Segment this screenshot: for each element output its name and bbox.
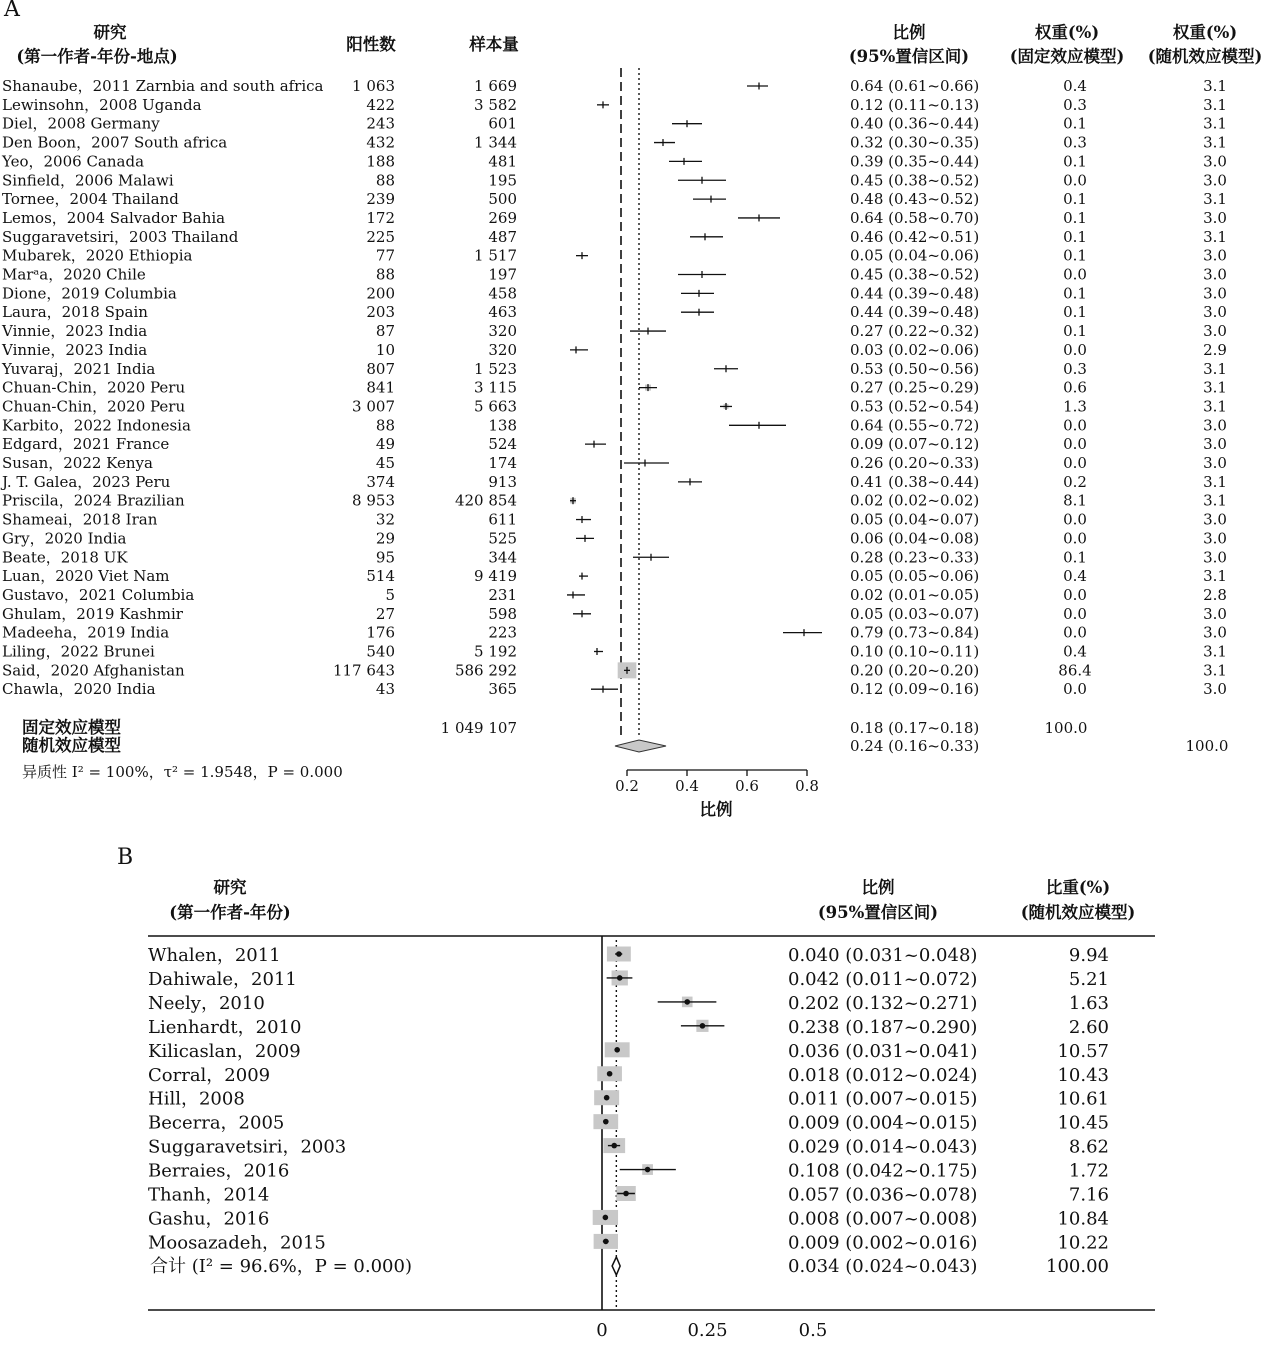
a-row-pos: 225 xyxy=(366,227,395,246)
b-x-tick-label: 0.5 xyxy=(798,1320,828,1341)
a-row-pos: 203 xyxy=(366,303,395,322)
a-row-label: Gry，2020 India xyxy=(2,529,127,548)
a-x-tick-label: 0.2 xyxy=(615,777,639,795)
a-row-pos: 374 xyxy=(366,472,395,491)
b-point-estimate xyxy=(623,1191,629,1197)
a-random-wr: 100.0 xyxy=(1185,737,1229,755)
a-row-label: Vinnie，2023 India xyxy=(2,340,148,359)
a-row-wf: 0.0 xyxy=(1063,416,1087,435)
a-row-ci: 0.05 (0.04~0.07) xyxy=(850,510,980,529)
b-row-ci: 0.009 (0.002~0.016) xyxy=(788,1232,978,1254)
a-row-pos: 88 xyxy=(375,265,395,284)
a-row-pos: 10 xyxy=(375,340,395,359)
a-col-wf-h1: 权重(%) xyxy=(1034,23,1100,42)
a-row-n: 500 xyxy=(488,190,517,209)
a-row-ci: 0.27 (0.25~0.29) xyxy=(850,378,980,397)
a-x-axis-label: 比例 xyxy=(699,800,733,819)
a-row-wr: 3.0 xyxy=(1203,435,1227,454)
a-row-n: 5 192 xyxy=(474,642,517,661)
b-point-estimate xyxy=(604,1095,610,1101)
a-row-wf: 0.1 xyxy=(1063,548,1087,567)
a-row-wr: 3.1 xyxy=(1203,661,1227,680)
a-row-pos: 88 xyxy=(375,171,395,190)
b-row-ci: 0.238 (0.187~0.290) xyxy=(788,1016,978,1038)
a-row-label: Gustavo，2021 Columbia xyxy=(2,585,195,604)
a-row-label: Den Boon，2007 South africa xyxy=(2,133,228,152)
a-row-wf: 0.1 xyxy=(1063,284,1087,303)
b-row-ci: 0.029 (0.014~0.043) xyxy=(788,1136,978,1158)
a-row-n: 231 xyxy=(488,585,517,604)
panel-a-rows xyxy=(0,77,1227,698)
b-row-w: 2.60 xyxy=(1068,1016,1109,1038)
a-row-wr: 3.1 xyxy=(1203,359,1227,378)
a-row-label: Mubarek，2020 Ethiopia xyxy=(2,246,193,265)
a-row-label: Suggaravetsiri，2003 Thailand xyxy=(2,227,239,246)
b-point-estimate xyxy=(611,1143,617,1149)
a-row-ci: 0.28 (0.23~0.33) xyxy=(850,548,980,567)
a-row-label: Dione，2019 Columbia xyxy=(2,284,177,303)
b-col-w-h1: 比重(%) xyxy=(1045,878,1111,897)
a-row-ci: 0.44 (0.39~0.48) xyxy=(850,284,980,303)
b-x-tick-label: 0 xyxy=(596,1320,608,1341)
a-col-wr-h1: 权重(%) xyxy=(1172,23,1238,42)
a-row-ci: 0.39 (0.35~0.44) xyxy=(850,152,980,171)
a-row-wf: 0.0 xyxy=(1063,510,1087,529)
b-row-w: 9.94 xyxy=(1068,945,1109,966)
a-row-pos: 27 xyxy=(375,604,395,623)
b-row-w: 8.62 xyxy=(1068,1136,1109,1158)
a-row-label: Karbito，2022 Indonesia xyxy=(2,416,191,435)
a-row-pos: 5 xyxy=(385,585,395,604)
a-row-pos: 243 xyxy=(366,114,395,133)
a-row-ci: 0.53 (0.50~0.56) xyxy=(850,359,980,378)
a-row-n: 269 xyxy=(488,208,517,227)
a-row-pos: 188 xyxy=(366,152,395,171)
a-row-wf: 0.0 xyxy=(1063,340,1087,359)
a-row-n: 524 xyxy=(488,435,517,454)
b-row-ci: 0.011 (0.007~0.015) xyxy=(788,1088,978,1110)
a-row-wf: 0.0 xyxy=(1063,585,1087,604)
a-row-wr: 3.0 xyxy=(1203,265,1227,284)
a-row-n: 3 582 xyxy=(474,95,517,114)
b-total-label: 合计 (I² = 96.6%，P = 0.000) xyxy=(150,1256,412,1277)
a-row-n: 320 xyxy=(488,322,517,341)
a-row-wf: 0.1 xyxy=(1063,190,1087,209)
b-row-w: 1.63 xyxy=(1068,992,1109,1014)
a-row-wr: 3.1 xyxy=(1203,227,1227,246)
b-point-estimate xyxy=(616,951,622,957)
a-row-ci: 0.09 (0.07~0.12) xyxy=(850,435,980,454)
a-row-ci: 0.12 (0.11~0.13) xyxy=(850,95,980,114)
a-row-ci: 0.20 (0.20~0.20) xyxy=(850,661,980,680)
a-col-pos-h: 阳性数 xyxy=(346,35,396,54)
a-row-wf: 86.4 xyxy=(1058,661,1092,680)
a-row-pos: 43 xyxy=(375,680,395,699)
a-row-label: Beate，2018 UK xyxy=(2,548,128,567)
a-row-wr: 3.1 xyxy=(1203,397,1227,416)
a-row-wr: 3.1 xyxy=(1203,133,1227,152)
a-row-wf: 0.0 xyxy=(1063,265,1087,284)
a-row-label: Diel，2008 Germany xyxy=(2,114,160,133)
b-row-w: 10.45 xyxy=(1057,1112,1109,1134)
a-row-label: Laura，2018 Spain xyxy=(2,303,148,322)
b-point-estimate xyxy=(614,1047,620,1053)
a-row-ci: 0.41 (0.38~0.44) xyxy=(850,472,980,491)
a-row-pos: 1 063 xyxy=(352,77,395,95)
a-row-wr: 3.0 xyxy=(1203,171,1227,190)
a-row-label: J. T. Galea，2023 Peru xyxy=(2,472,171,491)
a-row-ci: 0.64 (0.61~0.66) xyxy=(850,77,980,95)
a-random-diamond xyxy=(615,740,666,752)
a-row-wr: 3.1 xyxy=(1203,491,1227,510)
a-row-wr: 2.9 xyxy=(1203,340,1227,359)
b-row-label: Berraies，2016 xyxy=(148,1160,290,1182)
a-row-wf: 0.1 xyxy=(1063,227,1087,246)
a-row-wr: 3.1 xyxy=(1203,567,1227,586)
a-row-n: 420 854 xyxy=(454,491,517,510)
a-row-n: 9 419 xyxy=(474,567,517,586)
panel-b-rows xyxy=(148,945,1109,1253)
a-row-pos: 514 xyxy=(366,567,395,586)
a-row-ci: 0.05 (0.04~0.06) xyxy=(850,246,980,265)
a-row-ci: 0.26 (0.20~0.33) xyxy=(850,454,980,472)
panel-b-label: B xyxy=(117,845,134,870)
a-row-wf: 1.3 xyxy=(1063,397,1087,416)
b-row-w: 10.57 xyxy=(1057,1040,1109,1062)
a-row-ci: 0.27 (0.22~0.32) xyxy=(850,322,980,341)
a-row-ci: 0.64 (0.55~0.72) xyxy=(850,416,980,435)
a-row-label: Lemos，2004 Salvador Bahia xyxy=(2,208,226,227)
a-row-label: Yuvaraj，2021 India xyxy=(2,359,156,378)
a-row-wr: 3.1 xyxy=(1203,114,1227,133)
a-row-ci: 0.02 (0.02~0.02) xyxy=(850,491,980,510)
b-row-ci: 0.108 (0.042~0.175) xyxy=(788,1160,978,1182)
a-row-n: 1 517 xyxy=(474,246,517,265)
b-row-label: Lienhardt，2010 xyxy=(148,1016,302,1038)
a-row-pos: 200 xyxy=(366,284,395,303)
a-row-wf: 0.1 xyxy=(1063,303,1087,322)
a-row-ci: 0.53 (0.52~0.54) xyxy=(850,397,980,416)
a-row-label: Marᵃa，2020 Chile xyxy=(2,265,146,284)
a-row-wr: 3.1 xyxy=(1203,472,1227,491)
b-point-estimate xyxy=(617,975,623,981)
a-row-n: 458 xyxy=(488,284,517,303)
a-row-pos: 3 007 xyxy=(352,397,395,416)
a-row-wf: 0.2 xyxy=(1063,472,1087,491)
a-row-wf: 0.1 xyxy=(1063,322,1087,341)
a-row-wr: 3.0 xyxy=(1203,284,1227,303)
a-row-n: 223 xyxy=(488,623,517,642)
a-row-wf: 0.1 xyxy=(1063,208,1087,227)
b-row-ci: 0.040 (0.031~0.048) xyxy=(788,945,978,966)
a-row-wr: 3.0 xyxy=(1203,246,1227,265)
b-row-w: 7.16 xyxy=(1068,1184,1109,1206)
b-row-w: 10.43 xyxy=(1057,1064,1109,1086)
a-row-ci: 0.79 (0.73~0.84) xyxy=(850,623,980,642)
a-row-wf: 0.3 xyxy=(1063,359,1087,378)
a-row-label: Edgard，2021 France xyxy=(2,435,170,454)
a-fixed-label: 固定效应模型 xyxy=(22,718,121,737)
a-row-wr: 3.0 xyxy=(1203,548,1227,567)
a-row-ci: 0.40 (0.36~0.44) xyxy=(850,114,980,133)
a-row-label: Vinnie，2023 India xyxy=(2,322,148,341)
a-row-label: Luan，2020 Viet Nam xyxy=(2,567,170,586)
panel-a-plot xyxy=(567,68,822,819)
a-row-wf: 0.3 xyxy=(1063,133,1087,152)
a-row-ci: 0.05 (0.03~0.07) xyxy=(850,604,980,623)
a-row-n: 1 523 xyxy=(474,359,517,378)
a-row-label: Tornee，2004 Thailand xyxy=(2,190,179,209)
a-row-wf: 0.0 xyxy=(1063,623,1087,642)
a-row-n: 195 xyxy=(488,171,517,190)
a-row-ci: 0.64 (0.58~0.70) xyxy=(850,208,980,227)
a-row-pos: 95 xyxy=(375,548,395,567)
a-row-pos: 239 xyxy=(366,190,395,209)
a-row-wr: 3.1 xyxy=(1203,378,1227,397)
b-row-label: Gashu，2016 xyxy=(148,1208,270,1230)
panel-b-total xyxy=(150,1256,1109,1277)
a-row-label: Shameai，2018 Iran xyxy=(2,510,158,529)
a-row-wf: 0.3 xyxy=(1063,95,1087,114)
b-col-ci-h2: (95%置信区间) xyxy=(817,903,939,922)
a-row-wr: 3.0 xyxy=(1203,680,1227,699)
b-total-ci: 0.034 (0.024~0.043) xyxy=(788,1256,978,1277)
a-row-n: 913 xyxy=(488,472,517,491)
a-x-tick-label: 0.4 xyxy=(675,777,699,795)
a-fixed-ci: 0.18 (0.17~0.18) xyxy=(850,719,980,737)
a-row-pos: 432 xyxy=(366,133,395,152)
a-row-label: Ghulam，2019 Kashmir xyxy=(2,604,183,623)
a-row-label: Liling，2022 Brunei xyxy=(2,642,155,661)
a-row-ci: 0.12 (0.09~0.16) xyxy=(850,680,980,699)
a-row-label: Chuan-Chin，2020 Peru xyxy=(2,397,186,416)
a-row-wr: 3.0 xyxy=(1203,208,1227,227)
b-total-w: 100.00 xyxy=(1046,1256,1109,1277)
b-point-estimate xyxy=(645,1167,651,1173)
a-row-n: 1 344 xyxy=(474,133,517,152)
a-row-wr: 3.0 xyxy=(1203,454,1227,472)
a-row-pos: 77 xyxy=(375,246,395,265)
a-col-ci-h1: 比例 xyxy=(892,23,926,42)
a-row-ci: 0.44 (0.39~0.48) xyxy=(850,303,980,322)
a-row-ci: 0.02 (0.01~0.05) xyxy=(850,585,980,604)
a-row-n: 611 xyxy=(488,510,517,529)
a-row-label: Shanaube，2011 Zarnbia and south africa xyxy=(2,77,324,95)
a-x-tick-label: 0.6 xyxy=(735,777,759,795)
a-row-wr: 3.1 xyxy=(1203,77,1227,95)
a-row-wf: 0.1 xyxy=(1063,114,1087,133)
a-row-wr: 3.1 xyxy=(1203,95,1227,114)
b-row-w: 10.61 xyxy=(1057,1088,1109,1110)
a-row-wf: 0.0 xyxy=(1063,604,1087,623)
a-row-wf: 0.0 xyxy=(1063,680,1087,699)
b-point-estimate xyxy=(603,1239,609,1245)
a-row-label: Chuan-Chin，2020 Peru xyxy=(2,378,186,397)
a-fixed-n: 1 049 107 xyxy=(440,719,517,737)
a-row-wr: 3.1 xyxy=(1203,190,1227,209)
a-row-pos: 117 643 xyxy=(332,661,395,680)
panel-a-label: A xyxy=(4,0,20,22)
b-row-ci: 0.018 (0.012~0.024) xyxy=(788,1064,978,1086)
b-row-label: Suggaravetsiri，2003 xyxy=(148,1136,347,1158)
a-row-wf: 0.0 xyxy=(1063,529,1087,548)
a-row-wf: 0.0 xyxy=(1063,171,1087,190)
b-point-estimate xyxy=(603,1119,609,1125)
b-row-label: Kilicaslan，2009 xyxy=(148,1040,301,1062)
a-row-wf: 0.1 xyxy=(1063,246,1087,265)
b-row-ci: 0.009 (0.004~0.015) xyxy=(788,1112,978,1134)
a-row-label: Madeeha，2019 India xyxy=(2,623,170,642)
a-row-n: 525 xyxy=(488,529,517,548)
a-row-pos: 88 xyxy=(375,416,395,435)
a-row-ci: 0.48 (0.43~0.52) xyxy=(850,190,980,209)
a-col-study-h1: 研究 xyxy=(93,23,127,42)
a-x-tick-label: 0.8 xyxy=(795,777,819,795)
b-point-estimate xyxy=(603,1215,609,1221)
b-row-label: Corral，2009 xyxy=(148,1064,271,1086)
a-row-label: Priscila，2024 Brazilian xyxy=(2,491,185,510)
a-row-ci: 0.45 (0.38~0.52) xyxy=(850,171,980,190)
a-fixed-wf: 100.0 xyxy=(1044,719,1088,737)
a-row-pos: 422 xyxy=(366,95,395,114)
b-col-study-h1: 研究 xyxy=(213,878,247,897)
a-row-pos: 540 xyxy=(366,642,395,661)
a-row-wf: 0.4 xyxy=(1063,642,1087,661)
b-row-ci: 0.036 (0.031~0.041) xyxy=(788,1040,978,1062)
a-row-n: 197 xyxy=(488,265,517,284)
a-col-wr-h2: (随机效应模型) xyxy=(1147,47,1263,66)
a-row-ci: 0.32 (0.30~0.35) xyxy=(850,133,980,152)
a-row-pos: 172 xyxy=(366,208,395,227)
a-row-pos: 32 xyxy=(375,510,395,529)
a-row-n: 3 115 xyxy=(474,378,517,397)
a-row-wf: 0.6 xyxy=(1063,378,1087,397)
a-row-n: 344 xyxy=(488,548,517,567)
a-row-pos: 87 xyxy=(375,322,395,341)
a-row-n: 601 xyxy=(488,114,517,133)
a-row-n: 5 663 xyxy=(474,397,517,416)
a-row-label: Said，2020 Afghanistan xyxy=(2,661,185,680)
b-col-ci-h1: 比例 xyxy=(861,878,895,897)
b-x-tick-label: 0.25 xyxy=(687,1320,728,1341)
a-row-wf: 0.1 xyxy=(1063,152,1087,171)
a-random-ci: 0.24 (0.16~0.33) xyxy=(850,737,980,755)
a-row-ci: 0.03 (0.02~0.06) xyxy=(850,340,980,359)
a-row-wr: 3.0 xyxy=(1203,152,1227,171)
a-row-label: Susan，2022 Kenya xyxy=(2,454,153,472)
b-row-ci: 0.008 (0.007~0.008) xyxy=(788,1208,978,1230)
a-row-n: 598 xyxy=(488,604,517,623)
b-point-estimate xyxy=(607,1071,613,1077)
panel-b-header xyxy=(169,877,1135,922)
a-row-wf: 0.4 xyxy=(1063,567,1087,586)
a-row-wr: 3.0 xyxy=(1203,623,1227,642)
a-row-wf: 0.0 xyxy=(1063,435,1087,454)
b-point-estimate xyxy=(700,1023,706,1029)
a-row-pos: 45 xyxy=(375,454,395,472)
a-row-wr: 3.0 xyxy=(1203,510,1227,529)
a-row-n: 487 xyxy=(488,227,517,246)
b-row-w: 5.21 xyxy=(1068,968,1109,990)
a-row-ci: 0.06 (0.04~0.08) xyxy=(850,529,980,548)
a-row-wr: 3.0 xyxy=(1203,604,1227,623)
a-row-n: 174 xyxy=(488,454,517,472)
a-row-wr: 3.0 xyxy=(1203,416,1227,435)
a-col-n-h: 样本量 xyxy=(469,35,519,54)
a-row-pos: 176 xyxy=(366,623,395,642)
b-row-w: 10.84 xyxy=(1057,1208,1109,1230)
a-row-label: Lewinsohn，2008 Uganda xyxy=(2,95,202,114)
a-row-wr: 3.0 xyxy=(1203,322,1227,341)
a-row-n: 320 xyxy=(488,340,517,359)
a-row-n: 463 xyxy=(488,303,517,322)
b-col-study-h2: (第一作者-年份) xyxy=(169,903,291,922)
a-row-wf: 0.0 xyxy=(1063,454,1087,472)
a-row-wr: 3.0 xyxy=(1203,303,1227,322)
a-row-wr: 3.1 xyxy=(1203,642,1227,661)
a-row-label: Yeo，2006 Canada xyxy=(2,152,145,171)
a-row-ci: 0.10 (0.10~0.11) xyxy=(850,642,980,661)
b-row-label: Moosazadeh，2015 xyxy=(148,1232,326,1254)
a-heterogeneity: 异质性 I² = 100%，τ² = 1.9548，P = 0.000 xyxy=(22,763,343,781)
b-row-label: Hill，2008 xyxy=(148,1088,245,1110)
a-row-ci: 0.45 (0.38~0.52) xyxy=(850,265,980,284)
b-col-w-h2: (随机效应模型) xyxy=(1020,903,1136,922)
b-row-label: Whalen，2011 xyxy=(148,945,281,966)
a-row-wr: 3.0 xyxy=(1203,529,1227,548)
b-row-ci: 0.042 (0.011~0.072) xyxy=(788,968,978,990)
a-row-n: 1 669 xyxy=(474,77,517,95)
a-row-label: Sinfield，2006 Malawi xyxy=(2,171,174,190)
b-row-w: 1.72 xyxy=(1068,1160,1109,1182)
a-row-pos: 8 953 xyxy=(352,491,395,510)
a-row-pos: 841 xyxy=(366,378,395,397)
a-row-n: 365 xyxy=(488,680,517,699)
a-row-wf: 0.4 xyxy=(1063,77,1087,95)
a-row-label: Chawla，2020 India xyxy=(2,680,156,699)
b-row-ci: 0.057 (0.036~0.078) xyxy=(788,1184,978,1206)
a-row-ci: 0.05 (0.05~0.06) xyxy=(850,567,980,586)
b-row-ci: 0.202 (0.132~0.271) xyxy=(788,992,978,1014)
a-col-ci-h2: (95%置信区间) xyxy=(848,47,970,66)
a-col-wf-h2: (固定效应模型) xyxy=(1009,47,1125,66)
b-row-label: Thanh，2014 xyxy=(148,1184,270,1206)
a-row-wf: 8.1 xyxy=(1063,491,1087,510)
b-row-w: 10.22 xyxy=(1057,1232,1109,1254)
a-row-pos: 29 xyxy=(375,529,395,548)
panel-a-header xyxy=(16,22,1262,66)
b-point-estimate xyxy=(684,999,690,1005)
a-row-pos: 807 xyxy=(366,359,395,378)
a-row-ci: 0.46 (0.42~0.51) xyxy=(850,227,980,246)
a-row-wr: 2.8 xyxy=(1203,585,1227,604)
a-random-label: 随机效应模型 xyxy=(22,736,121,755)
a-row-pos: 49 xyxy=(375,435,395,454)
b-row-label: Neely，2010 xyxy=(148,992,265,1014)
a-col-study-h2: (第一作者-年份-地点) xyxy=(16,47,178,66)
b-row-label: Dahiwale，2011 xyxy=(148,968,297,990)
a-row-n: 138 xyxy=(488,416,517,435)
a-row-n: 481 xyxy=(488,152,517,171)
b-row-label: Becerra，2005 xyxy=(148,1112,285,1134)
b-total-diamond xyxy=(612,1257,620,1275)
a-row-n: 586 292 xyxy=(454,661,517,680)
